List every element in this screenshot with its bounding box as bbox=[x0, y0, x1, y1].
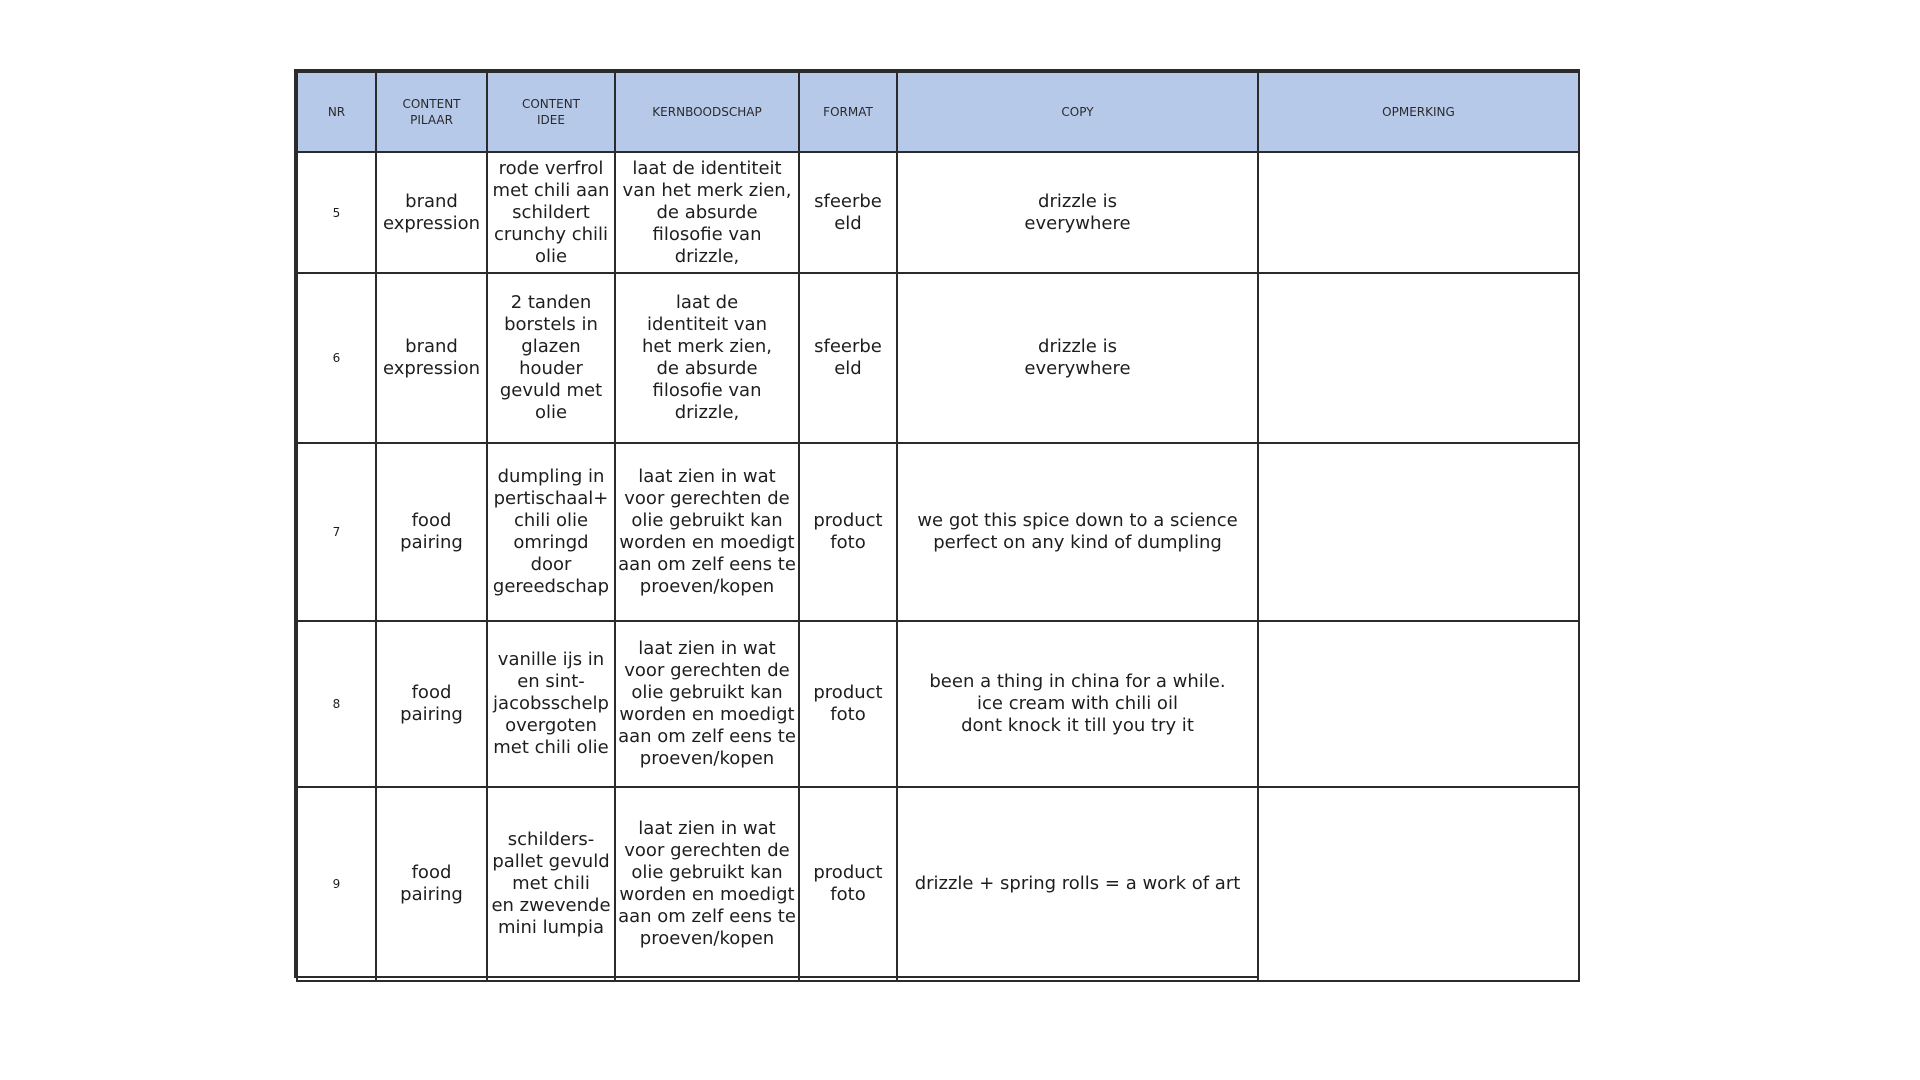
header-opmerking: OPMERKING bbox=[1258, 72, 1579, 152]
cell-opmerking[interactable] bbox=[1258, 787, 1579, 981]
cell-content-pilaar[interactable]: brand expression bbox=[376, 273, 487, 443]
cell-kernboodschap[interactable]: laat zien in wat voor gerechten de olie gebruikt kan worden en moedigt aan om zelf eens te proeven/kopen bbox=[615, 443, 799, 621]
cell-kernboodschap[interactable]: laat zien in wat voor gerechten de olie gebruikt kan worden en moedigt aan om zelf eens te proeven/kopen bbox=[615, 787, 799, 981]
header-kernboodschap: KERNBOODSCHAP bbox=[615, 72, 799, 152]
cell-content-pilaar[interactable]: food pairing bbox=[376, 621, 487, 787]
cell-content-idee[interactable]: dumpling in pertischaal+ chili olie omringd door gereedschap bbox=[487, 443, 615, 621]
header-nr: NR bbox=[297, 72, 376, 152]
cell-content-idee[interactable]: rode verfrol met chili aan schildert crunchy chili olie bbox=[487, 152, 615, 273]
cell-content-pilaar[interactable]: food pairing bbox=[376, 787, 487, 981]
cell-nr[interactable]: 7 bbox=[297, 443, 376, 621]
cell-nr[interactable]: 6 bbox=[297, 273, 376, 443]
cell-copy[interactable]: been a thing in china for a while. ice cream with chili oil dont knock it till you try it bbox=[897, 621, 1258, 787]
cell-format[interactable]: sfeerbe eld bbox=[799, 273, 897, 443]
header-content-idee: CONTENT IDEE bbox=[487, 72, 615, 152]
header-format: FORMAT bbox=[799, 72, 897, 152]
cell-kernboodschap[interactable]: laat zien in wat voor gerechten de olie gebruikt kan worden en moedigt aan om zelf eens te proeven/kopen bbox=[615, 621, 799, 787]
table-header-row bbox=[297, 72, 1579, 152]
cell-kernboodschap[interactable]: laat de identiteit van het merk zien, de absurde filosofie van drizzle, bbox=[615, 152, 799, 273]
cell-nr[interactable]: 9 bbox=[297, 787, 376, 981]
cell-kernboodschap[interactable]: laat de identiteit van het merk zien, de absurde filosofie van drizzle, bbox=[615, 273, 799, 443]
table-row bbox=[297, 621, 1579, 787]
cell-format[interactable]: product foto bbox=[799, 443, 897, 621]
cell-copy[interactable]: drizzle + spring rolls = a work of art bbox=[897, 787, 1258, 981]
cell-content-idee[interactable]: schilders- pallet gevuld met chili en zwevende mini lumpia bbox=[487, 787, 615, 981]
table-row bbox=[297, 152, 1579, 273]
table-row bbox=[297, 443, 1579, 621]
cell-opmerking[interactable] bbox=[1258, 443, 1579, 621]
cell-copy[interactable]: drizzle is everywhere bbox=[897, 273, 1258, 443]
cell-copy[interactable]: drizzle is everywhere bbox=[897, 152, 1258, 273]
cell-nr[interactable]: 8 bbox=[297, 621, 376, 787]
cell-format[interactable]: product foto bbox=[799, 787, 897, 981]
header-content-pilaar: CONTENT PILAAR bbox=[376, 72, 487, 152]
content-plan-table-frame bbox=[294, 69, 1580, 978]
content-plan-table bbox=[296, 71, 1580, 982]
table-row bbox=[297, 273, 1579, 443]
cell-format[interactable]: product foto bbox=[799, 621, 897, 787]
cell-content-idee[interactable]: 2 tanden borstels in glazen houder gevuld met olie bbox=[487, 273, 615, 443]
cell-opmerking[interactable] bbox=[1258, 273, 1579, 443]
cell-format[interactable]: sfeerbe eld bbox=[799, 152, 897, 273]
cell-content-pilaar[interactable]: food pairing bbox=[376, 443, 487, 621]
table-row bbox=[297, 787, 1579, 981]
header-copy: COPY bbox=[897, 72, 1258, 152]
cell-opmerking[interactable] bbox=[1258, 621, 1579, 787]
cell-opmerking[interactable] bbox=[1258, 152, 1579, 273]
cell-copy[interactable]: we got this spice down to a science perfect on any kind of dumpling bbox=[897, 443, 1258, 621]
cell-nr[interactable]: 5 bbox=[297, 152, 376, 273]
cell-content-idee[interactable]: vanille ijs in en sint- jacobsschelp overgoten met chili olie bbox=[487, 621, 615, 787]
cell-content-pilaar[interactable]: brand expression bbox=[376, 152, 487, 273]
